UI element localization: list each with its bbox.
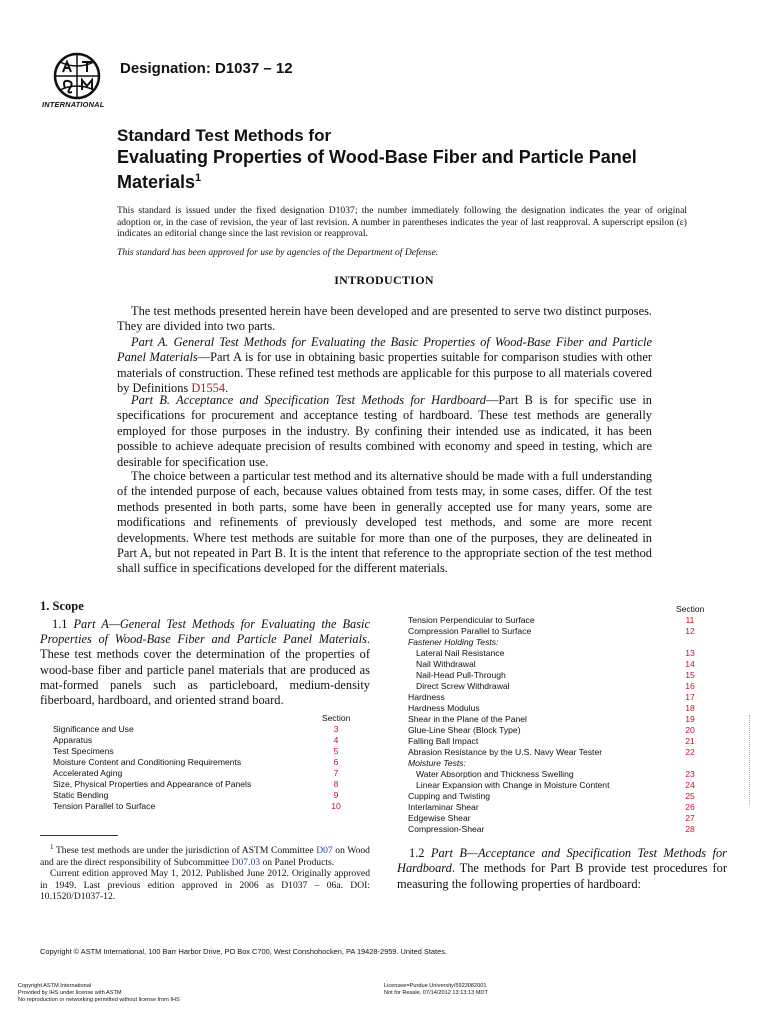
- license-right-line: Licensee=Purdue University/5923082001: [384, 983, 487, 989]
- toc-label: Linear Expansion with Change in Moisture Content: [416, 780, 610, 790]
- toc-label: Shear in the Plane of the Panel: [408, 714, 527, 724]
- toc-label: Compression-Shear: [408, 824, 485, 834]
- toc-label: Nail-Head Pull-Through: [416, 670, 506, 680]
- toc-section-link[interactable]: 11: [685, 615, 695, 625]
- toc-section-link[interactable]: 7: [333, 768, 339, 778]
- toc-row: [408, 637, 708, 648]
- toc-label: Apparatus: [53, 735, 93, 745]
- toc-row: [408, 813, 708, 824]
- scope-1-2-text: . The methods for Part B provide test procedures for measuring the following properties of hardboard:: [397, 861, 727, 891]
- toc-row: [53, 757, 353, 768]
- footnote-rule: [40, 835, 118, 836]
- scope-paragraph-1-1: [40, 617, 370, 708]
- scope-heading: 1. Scope: [40, 599, 84, 613]
- document-title: [117, 147, 637, 193]
- toc-row: [53, 735, 353, 746]
- toc-label: Water Absorption and Thickness Swelling: [416, 769, 574, 779]
- scope-1-1-text: . These test methods cover the determination of the properties of wood-base fiber and particle panel materials that are produced as mat-formed panels such as particleboard, medium-density fiberboard, hardboard, and oriented strand board.: [40, 632, 370, 708]
- toc-row: [408, 791, 708, 802]
- logo-caption: INTERNATIONAL: [42, 100, 105, 109]
- intro-paragraph-part-a: [117, 335, 652, 397]
- toc-row: [408, 703, 708, 714]
- toc-row: [408, 648, 708, 659]
- toc-row: [408, 681, 708, 692]
- footnote-paragraph-1: [40, 842, 370, 868]
- toc-label: Interlaminar Shear: [408, 802, 479, 812]
- part-b-scope-title: Part B—Acceptance and Specification Test Methods for Hardboard: [397, 846, 728, 876]
- toc-label: Cupping and Twisting: [408, 791, 491, 801]
- toc-section-link[interactable]: 21: [685, 736, 695, 746]
- designation: Designation: D1037 – 12: [120, 60, 293, 77]
- toc-section-link[interactable]: 13: [685, 648, 695, 658]
- toc-label: Accelerated Aging: [53, 768, 123, 778]
- toc-label: Test Specimens: [53, 746, 114, 756]
- link-d07-03[interactable]: D07.03: [231, 856, 261, 868]
- toc-row: [408, 692, 708, 703]
- toc-label: Compression Parallel to Surface: [408, 626, 532, 636]
- intro-paragraph-4: The choice between a particular test method and its alternative should be made with a full understanding of the intended purpose of each, because values obtained from tests may, in some cases, differ. Of the test methods presented in both parts, some have been in generally accepted use for many years, some are modifications and refinements of previously developed test methods, and some are more recent developments. Where test methods are suitable for more than one of the purposes, they are delineated in Part A, but not repeated in Part B. It is the intent that reference to the appropriate section of the test method shall suffice in specifications developed for the different materials.: [117, 469, 652, 576]
- toc-section-link[interactable]: 17: [685, 692, 695, 702]
- part-a-text: —Part A is for use in obtaining basic properties suitable for comparison studies with other materials of construction. These refined test methods are applicable for this purpose to all materials covered by Definitions: [117, 350, 652, 396]
- toc-section-link[interactable]: 15: [685, 670, 695, 680]
- toc-row: [53, 746, 353, 757]
- toc-part-b: [408, 615, 708, 835]
- title-text: Evaluating Properties of Wood-Base Fiber and Particle Panel Materials: [117, 147, 637, 192]
- toc-label: Hardness: [408, 692, 445, 702]
- part-a-end: .: [225, 381, 229, 396]
- toc-label: Abrasion Resistance by the U.S. Navy Wear Tester: [408, 747, 603, 757]
- title-footnote-mark: 1: [195, 172, 202, 184]
- toc-label: Moisture Tests:: [408, 758, 466, 768]
- toc-section-link[interactable]: 24: [685, 780, 695, 790]
- toc-section-link[interactable]: 23: [685, 769, 695, 779]
- toc-row: [408, 714, 708, 725]
- toc-label: Moisture Content and Conditioning Requirements: [53, 757, 242, 767]
- toc-section-link[interactable]: 9: [333, 790, 339, 800]
- intro-paragraph-part-b: [117, 393, 652, 470]
- toc-row: [53, 790, 353, 801]
- toc-section-link[interactable]: 19: [685, 714, 695, 724]
- footnote-text-c: on Panel Products.: [260, 856, 335, 868]
- license-left-line: Copyright ASTM International: [18, 983, 92, 989]
- toc-row: [53, 779, 353, 790]
- license-right-line: Not for Resale, 07/14/2012 13:13:13 MDT: [384, 990, 488, 996]
- section-column-label: Section: [322, 713, 351, 723]
- toc-row: [53, 801, 353, 812]
- toc-section-link[interactable]: 10: [331, 801, 341, 811]
- intro-paragraph-1: The test methods presented herein have been developed and are presented to serve two distinct purposes. They are divided into two parts.: [117, 304, 652, 334]
- copyright-line: Copyright © ASTM International, 100 Barr Harbor Drive, PO Box C700, West Conshohocken, PA 19428-2959. United States.: [40, 947, 447, 956]
- toc-label: Hardness Modulus: [408, 703, 480, 713]
- toc-label: Tension Parallel to Surface: [53, 801, 156, 811]
- toc-row: [408, 670, 708, 681]
- toc-label: Nail Withdrawal: [416, 659, 476, 669]
- toc-section-link[interactable]: 3: [333, 724, 339, 734]
- toc-label: Size, Physical Properties and Appearance of Panels: [53, 779, 252, 789]
- toc-section-link[interactable]: 22: [685, 747, 695, 757]
- toc-row: [408, 780, 708, 791]
- toc-section-link[interactable]: 18: [685, 703, 695, 713]
- license-left: [18, 983, 180, 1004]
- footnote-text-a: These test methods are under the jurisdiction of ASTM Committee: [53, 845, 317, 857]
- license-right: [384, 983, 488, 997]
- toc-label: Significance and Use: [53, 724, 134, 734]
- footnote-mark: 1: [50, 843, 54, 851]
- toc-section-link[interactable]: 28: [685, 824, 695, 834]
- toc-label: Edgewise Shear: [408, 813, 471, 823]
- toc-section-link[interactable]: 4: [333, 735, 339, 745]
- toc-row: [408, 769, 708, 780]
- toc-section-link[interactable]: 27: [685, 813, 695, 823]
- toc-label: Fastener Holding Tests:: [408, 637, 499, 647]
- toc-row: [408, 824, 708, 835]
- toc-row: [408, 659, 708, 670]
- toc-row: [408, 626, 708, 637]
- para-number: 1.1: [52, 617, 68, 631]
- toc-row: [408, 802, 708, 813]
- toc-row: [408, 615, 708, 626]
- intro-heading: INTRODUCTION: [334, 273, 434, 287]
- toc-row: [408, 725, 708, 736]
- footnote-text-b: on Wood and are the direct responsibility of Subcommittee: [40, 845, 370, 868]
- toc-label: Glue-Line Shear (Block Type): [408, 725, 521, 735]
- toc-label: Static Bending: [53, 790, 109, 800]
- toc-section-link[interactable]: 25: [685, 791, 695, 801]
- toc-row: [408, 747, 708, 758]
- part-b-text: —Part B is for specific use in specifications for procurement and acceptance testing of hardboard. These test methods are generally employed for those purposes in the industry. By confining their intended use as indicated, it has been possible to achieve adequate precision of results combined with economy and speed in testing, which are desirable for specification use.: [117, 393, 652, 469]
- toc-section-link[interactable]: 8: [333, 779, 339, 789]
- standard-notice: This standard is issued under the fixed designation D1037; the number immediately following the designation indicates the year of original adoption or, in the case of revision, the year of last revision. A number in parentheses indicates the year of last reapproval. A superscript epsilon (ε) indicates an editorial change since the last revision or reapproval.: [117, 205, 687, 239]
- toc-label: Lateral Nail Resistance: [416, 648, 505, 658]
- link-d07[interactable]: D07: [316, 845, 333, 857]
- toc-label: Direct Screw Withdrawal: [416, 681, 510, 691]
- dod-notice: This standard has been approved for use by agencies of the Department of Defense.: [117, 247, 439, 258]
- toc-section-link[interactable]: 16: [685, 681, 695, 691]
- toc-section-link[interactable]: 5: [333, 746, 339, 756]
- page-edge-marker: [749, 715, 752, 805]
- toc-row: [408, 736, 708, 747]
- toc-row: [408, 758, 708, 769]
- part-a-title: Part A. General Test Methods for Evaluating the Basic Properties of Wood-Base Fiber and Particle Panel Materials: [117, 335, 652, 365]
- part-a-scope-title: Part A—General Test Methods for Evaluating the Basic Properties of Wood-Base Fiber and Particle Panel Materials: [40, 617, 370, 647]
- toc-section-link[interactable]: 26: [685, 802, 695, 812]
- para-number-1-2: 1.2: [409, 846, 425, 860]
- part-b-title: Part B. Acceptance and Specification Test Methods for Hardboard: [131, 393, 486, 407]
- section-column-label-b: Section: [676, 604, 705, 614]
- toc-label: Falling Ball Impact: [408, 736, 479, 746]
- title-prefix: Standard Test Methods for: [117, 126, 332, 145]
- link-d1554[interactable]: D1554: [191, 381, 226, 396]
- footnote: [40, 842, 370, 903]
- toc-part-a: [53, 724, 353, 812]
- license-left-line: Provided by IHS under license with ASTM: [18, 990, 122, 996]
- toc-row: [53, 768, 353, 779]
- license-left-line: No reproduction or networking permitted without license from IHS: [18, 997, 180, 1003]
- toc-row: [53, 724, 353, 735]
- toc-section-link[interactable]: 12: [685, 626, 695, 636]
- toc-section-link[interactable]: 20: [685, 725, 695, 735]
- toc-label: Tension Perpendicular to Surface: [408, 615, 535, 625]
- scope-paragraph-1-2: [397, 846, 727, 892]
- toc-section-link[interactable]: 6: [333, 757, 339, 767]
- footnote-paragraph-2: Current edition approved May 1, 2012. Published June 2012. Originally approved in 1949. Last previous edition approved in 2006 as D1037 – 06a. DOI: 10.1520/D1037-12.: [40, 868, 370, 903]
- toc-section-link[interactable]: 14: [685, 659, 695, 669]
